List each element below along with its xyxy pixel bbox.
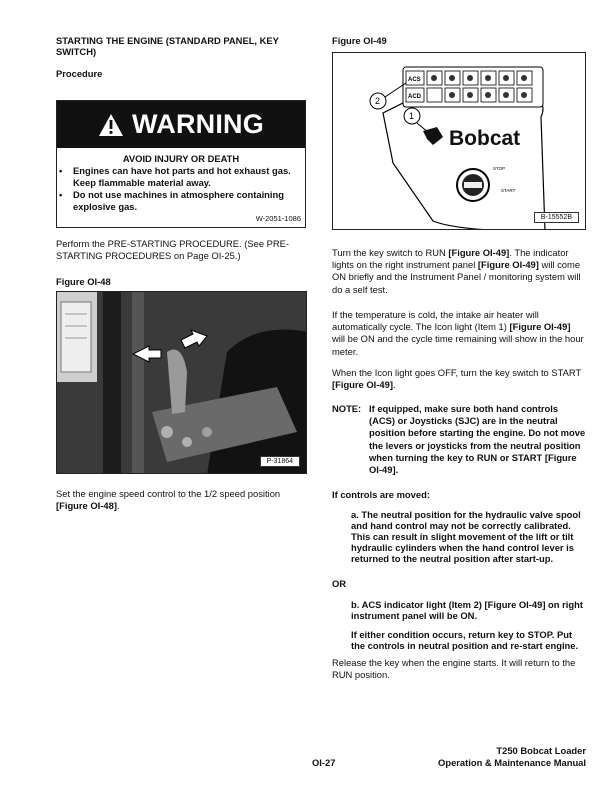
figure-48-photo <box>56 291 307 474</box>
footer-title-1: T250 Bobcat Loader <box>496 745 586 756</box>
figure-49-code: B-15552B <box>534 212 579 223</box>
figure-49-panel <box>332 52 586 230</box>
warning-subtitle: AVOID INJURY OR DEATH <box>122 153 240 164</box>
key-start-paragraph: When the Icon light goes OFF, turn the key switch to START [Figure OI-49]. <box>332 367 582 391</box>
figure-48-label: Figure OI-48 <box>56 276 111 287</box>
footer-title-2: Operation & Maintenance Manual <box>438 757 586 768</box>
note-label: NOTE: <box>332 403 362 414</box>
note-text: If equipped, make sure both hand controls (ACS) or Joysticks (SJC) are in the neutral position before starting the engine. Do not move the levers or joysticks from the neutral position when turning the key to RUN or START [Figure OI-49]. <box>369 403 586 476</box>
procedure-heading: Procedure <box>56 68 103 79</box>
callout-2: 2 <box>375 96 381 106</box>
warning-list <box>57 165 305 213</box>
panel-acs-text: ACS <box>408 77 421 83</box>
intake-heater-paragraph: If the temperature is cold, the intake air heater will automatically cycle. The Icon light (Item 1) [Figure OI-49] will be ON and the cycle time remaining will show in the hour meter. <box>332 309 584 357</box>
speed-control-paragraph: Set the engine speed control to the 1/2 speed position [Figure OI-48]. <box>56 488 281 512</box>
section-heading: STARTING THE ENGINE (STANDARD PANEL, KEY SWITCH) <box>56 35 279 57</box>
pre-starting-paragraph: Perform the PRE-STARTING PROCEDURE. (See PRE-STARTING PROCEDURES on Page OI-25.) <box>56 238 290 262</box>
key-run-paragraph: Turn the key switch to RUN [Figure OI-49]. The indicator lights on the right instrument panel [Figure OI-49] will come ON briefly and the Instrument Panel / monitoring system will do a self test. <box>332 247 581 295</box>
warning-code: W-2051-1086 <box>255 214 301 223</box>
page-number: OI-27 <box>312 757 336 768</box>
figure-49-label: Figure OI-49 <box>332 35 387 46</box>
key-start-label: START <box>501 188 516 193</box>
warning-band <box>57 101 305 148</box>
warning-title: WARNING <box>132 109 264 139</box>
instrument-panel-illustration <box>333 53 586 230</box>
figure-48-code: P-31864 <box>260 456 300 467</box>
or-label: OR <box>332 578 347 589</box>
key-stop-label: STOP <box>493 166 506 171</box>
controls-moved-item-b: b. ACS indicator light (Item 2) [Figure OI-49] on right instrument panel will be ON. <box>351 599 583 621</box>
controls-moved-item-a: a. The neutral position for the hydraulic valve spool and hand control may not be correctly calibrated. This can result in slight movement of the lift or tilt hydraulic cylinders when the hand control lever is returned to the neutral position after start-up. <box>351 509 581 564</box>
warning-item: • Engines can have hot parts and hot exhaust gas. Keep flammable material away. <box>59 165 291 188</box>
release-key-paragraph: Release the key when the engine starts. It will return to the RUN position. <box>332 657 576 681</box>
controls-moved-heading: If controls are moved: <box>332 489 430 500</box>
bobcat-logo-text: Bobcat <box>449 127 521 150</box>
warning-item: • Do not use machines in atmosphere containing explosive gas. <box>59 189 284 212</box>
warning-triangle-icon <box>98 113 124 137</box>
controls-moved-item-c: If either condition occurs, return key to STOP. Put the controls in neutral position and re-start engine. <box>351 629 579 651</box>
warning-box <box>56 100 306 228</box>
panel-acd-text: ACD <box>408 94 421 100</box>
callout-1: 1 <box>409 111 415 121</box>
engine-speed-control-illustration <box>57 292 307 474</box>
